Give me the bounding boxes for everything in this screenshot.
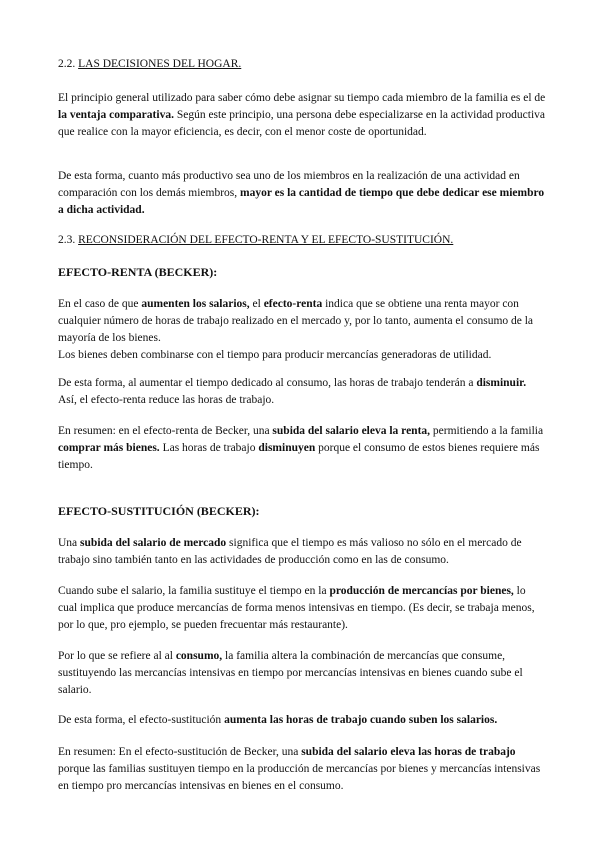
text-span: Así, el efecto-renta reduce las horas de trabajo. xyxy=(58,394,275,406)
paragraph-sustitucion-produccion xyxy=(58,583,546,634)
text-span: De esta forma, el efecto-sustitución xyxy=(58,714,225,726)
section-heading-2-2 xyxy=(58,56,546,73)
text-span: En resumen: En el efecto-sustitución de Becker, una xyxy=(58,746,302,758)
paragraph-sustitucion-resumen xyxy=(58,744,546,795)
bold-span: comprar más bienes. xyxy=(58,442,160,454)
section-title: RECONSIDERACIÓN DEL EFECTO-RENTA Y EL EFECTO-SUSTITUCIÓN. xyxy=(78,234,454,246)
subheading-efecto-renta: EFECTO-RENTA (BECKER): xyxy=(58,265,218,279)
paragraph-productividad xyxy=(58,168,546,219)
text-span: Los bienes deben combinarse con el tiempo para producir mercancías generadoras de utilidad. xyxy=(58,349,492,361)
section-number: 2.2. xyxy=(58,58,76,70)
text-span: Las horas de trabajo xyxy=(159,442,259,454)
text-span: indica que se obtiene una renta mayor con cualquier número de horas de trabajo realizado en el mercado y, por lo tanto, aumenta el consumo de la mayoría de los bienes. xyxy=(58,298,534,344)
paragraph-ventaja-comparativa xyxy=(58,90,546,141)
bold-span: subida del salario eleva las horas de trabajo xyxy=(301,746,516,758)
text-span: lo cual implica que produce mercancías de forma menos intensivas en tiempo. (Es decir, se trabaja menos, por lo que, pro ejemplo, se pueden frecuentar más restaurante). xyxy=(58,585,535,631)
text-span: Según este principio, una persona debe especializarse en la actividad productiva que realice con la mayor eficiencia, es decir, con el menor coste de oportunidad. xyxy=(58,109,546,138)
bold-span: la ventaja comparativa. xyxy=(58,109,174,121)
bold-span: aumenten los salarios, xyxy=(141,298,250,310)
bold-span: mayor es la cantidad de tiempo que debe dedicar ese miembro a dicha actividad. xyxy=(58,187,545,216)
bold-span: disminuyen xyxy=(258,442,316,454)
text-span: En el caso de que xyxy=(58,298,142,310)
text-span: permitiendo a la familia xyxy=(430,425,544,437)
paragraph-renta-resumen xyxy=(58,423,546,474)
paragraph-sustitucion-intro xyxy=(58,535,546,569)
bold-span: subida del salario de mercado xyxy=(80,537,227,549)
bold-span: aumenta las horas de trabajo cuando suben los salarios. xyxy=(224,714,498,726)
text-span: El principio general utilizado para saber cómo debe asignar su tiempo cada miembro de la familia es el de xyxy=(58,92,546,104)
paragraph-renta-disminuir xyxy=(58,375,546,409)
bold-span: consumo, xyxy=(175,650,223,662)
text-span: el xyxy=(249,298,264,310)
bold-span: subida del salario eleva la renta, xyxy=(272,425,431,437)
paragraph-renta-intro xyxy=(58,296,546,364)
bold-span: efecto-renta xyxy=(263,298,323,310)
text-span: Cuando sube el salario, la familia sustituye el tiempo en la xyxy=(58,585,330,597)
bold-span: disminuir. xyxy=(476,377,527,389)
section-heading-2-3 xyxy=(58,232,546,249)
subheading-efecto-sustitucion: EFECTO-SUSTITUCIÓN (BECKER): xyxy=(58,504,260,518)
text-span: significa que el tiempo es más valioso no sólo en el mercado de trabajo sino también tanto en las actividades de producción como en las de consumo. xyxy=(58,537,522,566)
paragraph-sustitucion-horas xyxy=(58,712,546,729)
text-span: De esta forma, al aumentar el tiempo dedicado al consumo, las horas de trabajo tenderán a xyxy=(58,377,477,389)
section-number: 2.3. xyxy=(58,234,76,246)
text-span: porque el consumo de estos bienes requiere más tiempo. xyxy=(58,442,540,471)
text-span: porque las familias sustituyen tiempo en la producción de mercancías por bienes y mercancías intensivas en tiempo pro mercancías intensivas en bienes en el consumo. xyxy=(58,763,541,792)
paragraph-sustitucion-consumo xyxy=(58,648,546,699)
bold-span: producción de mercancías por bienes, xyxy=(329,585,514,597)
text-span: Una xyxy=(58,537,81,549)
text-span: De esta forma, cuanto más productivo sea uno de los miembros en la realización de una actividad en comparación con los demás miembros, xyxy=(58,170,520,199)
text-span: Por lo que se refiere al al xyxy=(58,650,176,662)
section-title: LAS DECISIONES DEL HOGAR. xyxy=(78,58,242,70)
text-span: la familia altera la combinación de mercancías que consume, sustituyendo las mercancías intensivas en tiempo por mercancías intensivas en bienes cuando sube el salario. xyxy=(58,650,523,696)
text-span: En resumen: en el efecto-renta de Becker, una xyxy=(58,425,273,437)
